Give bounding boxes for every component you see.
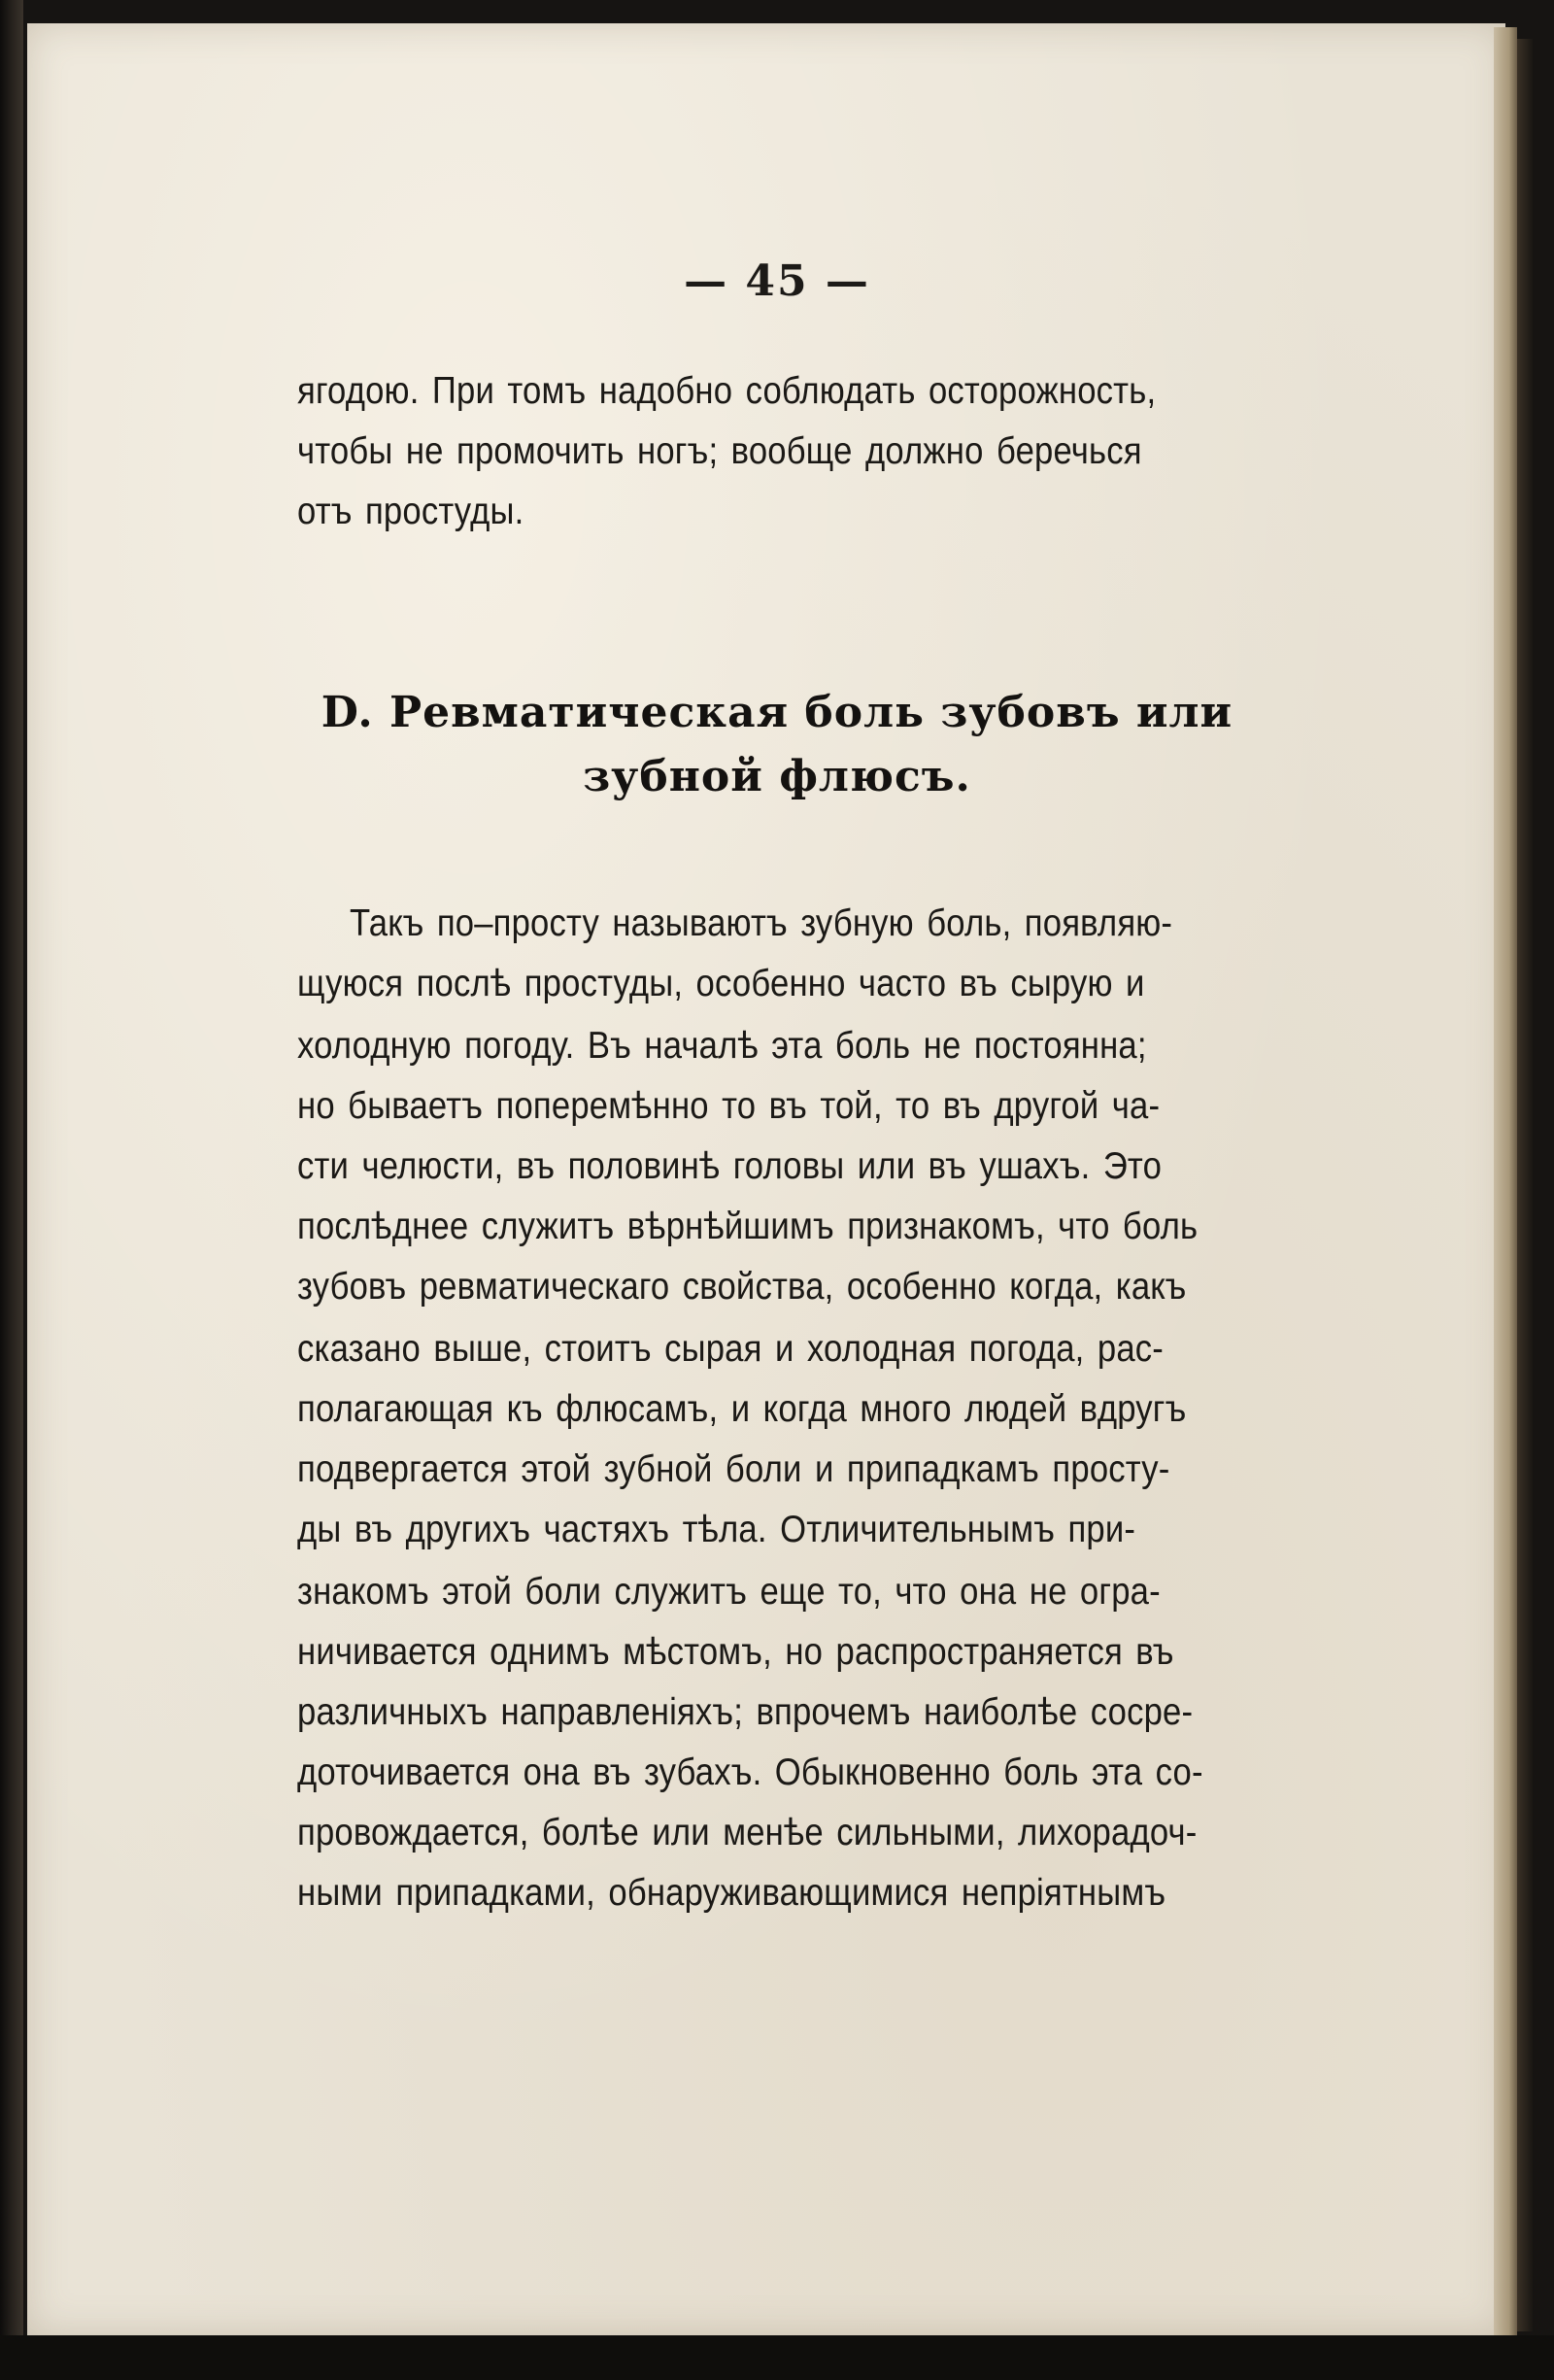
paragraph-line: послѣднее служитъ вѣрнѣйшимъ признакомъ, что боль	[297, 1206, 1199, 1247]
paragraph-line: доточивается она въ зубахъ. Обыкновенно боль эта со-	[297, 1751, 1203, 1793]
section-heading: зубной флюсъ.	[583, 752, 971, 801]
paragraph-line: подвергается этой зубной боли и припадкамъ просту-	[297, 1448, 1170, 1490]
paragraph-line: зубовъ ревматическаго свойства, особенно когда, какъ	[297, 1266, 1187, 1308]
binding-edge	[0, 0, 23, 2380]
paragraph-line: ды въ другихъ частяхъ тѣла. Отличительнымъ при-	[297, 1509, 1136, 1550]
paragraph-line: различныхъ направленіяхъ; впрочемъ наиболѣе сосре-	[297, 1691, 1194, 1733]
intro-line: отъ простуды.	[297, 491, 524, 532]
paragraph-line: ничивается однимъ мѣстомъ, но распространяется въ	[297, 1631, 1174, 1673]
page-edge-shadow	[1517, 39, 1533, 2331]
paragraph-line: но бываетъ поперемѣнно то въ той, то въ другой ча-	[297, 1085, 1161, 1127]
paragraph-line: Такъ по–просту называютъ зубную боль, появляю-	[350, 902, 1173, 944]
paragraph-line: щуюся послѣ простуды, особенно часто въ сырую и	[297, 963, 1145, 1004]
intro-line: чтобы не промочить ногъ; вообще должно беречься	[297, 430, 1142, 472]
paragraph-line: сказано выше, стоитъ сырая и холодная погода, рас-	[297, 1328, 1165, 1370]
paragraph-line: сти челюсти, въ половинѣ головы или въ ушахъ. Это	[297, 1145, 1163, 1187]
paragraph-line: ными припадками, обнаруживающимися непріятнымъ	[297, 1872, 1166, 1914]
intro-line: ягодою. При томъ надобно соблюдать осторожность,	[297, 370, 1157, 412]
page-edge	[1494, 27, 1517, 2335]
paragraph-line: провождается, болѣе или менѣе сильными, лихорадоч-	[297, 1812, 1198, 1853]
section-heading: D. Ревматическая боль зубовъ или	[321, 688, 1233, 737]
page-number: — 45 —	[684, 256, 870, 306]
paragraph-line: полагающая къ флюсамъ, и когда много людей вдругъ	[297, 1388, 1187, 1430]
paragraph-line: знакомъ этой боли служитъ еще то, что она не огра-	[297, 1571, 1161, 1613]
paragraph-line: холодную погоду. Въ началѣ эта боль не постоянна;	[297, 1025, 1147, 1067]
scan-bottom-edge	[0, 2335, 1554, 2380]
